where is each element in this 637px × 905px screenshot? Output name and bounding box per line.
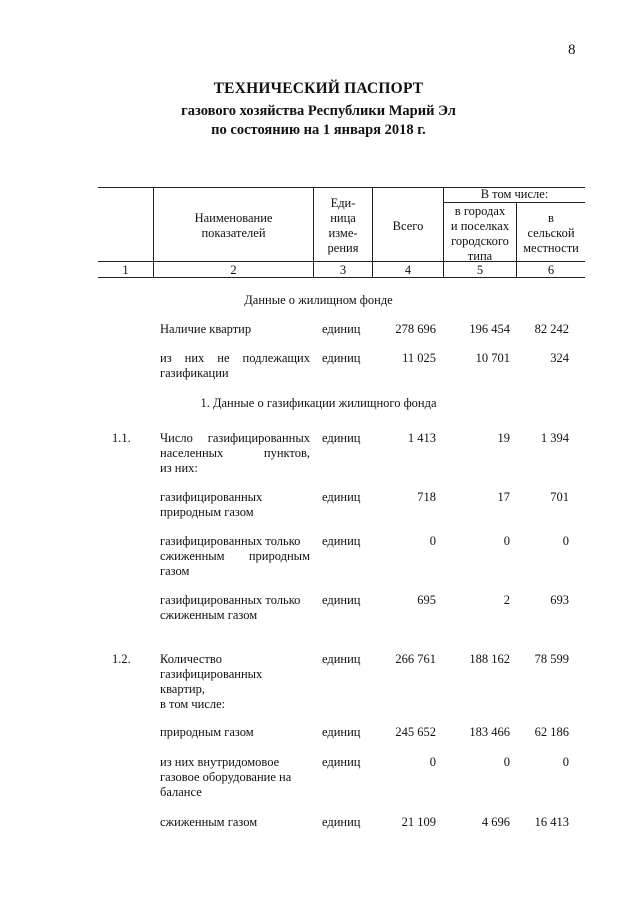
row-label-line: квартир, <box>160 682 205 696</box>
row-label-line: газифицированных <box>160 490 263 504</box>
col-number: 5 <box>476 263 484 277</box>
header-rural-line: в <box>548 211 554 225</box>
col-number: 2 <box>230 263 237 277</box>
row-city: 17 <box>497 490 510 504</box>
row-unit: единиц <box>322 652 361 666</box>
row-label-line: Количество <box>160 652 222 666</box>
row-number: 1.2. <box>112 652 131 666</box>
row-city: 4 696 <box>481 815 510 829</box>
row-rural: 82 242 <box>534 322 569 336</box>
col-number: 3 <box>339 263 347 277</box>
row-unit: единиц <box>322 490 361 504</box>
row-label-line: сжиженным газом <box>160 608 258 622</box>
page-number: 8 <box>568 42 576 58</box>
header-total: Всего <box>392 219 424 233</box>
row-label <box>160 593 310 623</box>
row-label-line: газовое оборудование на <box>160 770 292 784</box>
header-unit-line: рения <box>327 241 359 255</box>
row-city: 0 <box>503 755 510 769</box>
row-city: 0 <box>503 534 510 548</box>
header-city-line: и поселках <box>450 219 510 233</box>
row-rural: 324 <box>550 351 569 365</box>
row-unit: единиц <box>322 725 361 739</box>
row-rural: 0 <box>562 755 569 769</box>
row-unit: единиц <box>322 322 361 336</box>
document-date: по состоянию на 1 января 2018 г. <box>211 122 426 138</box>
group-rule <box>443 202 585 203</box>
row-unit: единиц <box>322 534 361 548</box>
col-number: 6 <box>547 263 555 277</box>
row-total: 278 696 <box>395 322 436 336</box>
row-rural: 693 <box>550 593 569 607</box>
header-name-line: Наименование <box>194 211 273 225</box>
row-city: 10 701 <box>475 351 510 365</box>
row-label-line: газифицированных только <box>160 534 301 548</box>
header-city <box>444 204 516 264</box>
row-label-line: населенных пунктов, <box>160 446 310 460</box>
row-total: 718 <box>417 490 436 504</box>
header-city-line: городского <box>451 234 509 248</box>
row-label <box>160 652 310 712</box>
row-city: 183 466 <box>469 725 510 739</box>
header-city-line: типа <box>467 249 493 263</box>
row-total: 695 <box>417 593 436 607</box>
row-label-line: сжиженным природным <box>160 549 310 563</box>
header-unit-line: ница <box>330 211 356 225</box>
row-city: 188 162 <box>469 652 510 666</box>
section-title: 1. Данные о газификации жилищного фонда <box>200 396 437 410</box>
row-total: 1 413 <box>407 431 436 445</box>
row-unit: единиц <box>322 755 361 769</box>
row-rural: 0 <box>562 534 569 548</box>
row-label-line: Наличие квартир <box>160 322 252 336</box>
header-group: В том числе: <box>480 187 549 201</box>
row-label <box>160 725 310 740</box>
row-label <box>160 431 310 476</box>
row-city: 19 <box>497 431 510 445</box>
row-total: 21 109 <box>401 815 436 829</box>
row-total: 245 652 <box>395 725 436 739</box>
section-title: Данные о жилищном фонде <box>244 293 393 307</box>
row-unit: единиц <box>322 431 361 445</box>
row-label <box>160 815 310 830</box>
row-label-line: газифицированных <box>160 667 263 681</box>
row-label <box>160 351 310 381</box>
row-city: 2 <box>503 593 510 607</box>
row-rural: 78 599 <box>534 652 569 666</box>
row-rural: 701 <box>550 490 569 504</box>
row-label-line: из них внутридомовое <box>160 755 280 769</box>
row-label-line: газификации <box>160 366 229 380</box>
row-total: 11 025 <box>402 351 436 365</box>
row-unit: единиц <box>322 815 361 829</box>
row-label-line: газом <box>160 564 190 578</box>
row-total: 0 <box>429 755 436 769</box>
header-name-line: показателей <box>201 226 266 240</box>
row-label-line: газифицированных только <box>160 593 301 607</box>
document-title: ТЕХНИЧЕСКИЙ ПАСПОРТ <box>213 80 424 97</box>
row-label <box>160 534 310 579</box>
header-city-line: в городах <box>454 204 506 218</box>
row-number: 1.1. <box>112 431 131 445</box>
row-label-line: балансе <box>160 785 202 799</box>
row-label-line: природным газом <box>160 505 254 519</box>
row-label-line: сжиженным газом <box>160 815 258 829</box>
header-unit <box>314 196 372 256</box>
row-label-line: в том числе: <box>160 697 226 711</box>
header-rural <box>517 211 585 256</box>
row-label-line: из них: <box>160 461 198 475</box>
header-rural-line: местности <box>523 241 579 255</box>
row-label <box>160 490 310 520</box>
row-unit: единиц <box>322 593 361 607</box>
row-label-line: Число газифицированных <box>160 431 310 445</box>
row-city: 196 454 <box>469 322 510 336</box>
row-label-line: природным газом <box>160 725 254 739</box>
header-rural-line: сельской <box>527 226 575 240</box>
row-rural: 62 186 <box>534 725 569 739</box>
col-number: 4 <box>404 263 412 277</box>
row-label <box>160 755 310 800</box>
header-unit-line: Еди- <box>330 196 356 210</box>
header-name <box>154 211 313 241</box>
row-unit: единиц <box>322 351 361 365</box>
row-label-line: из них не подлежащих <box>160 351 310 365</box>
row-rural: 16 413 <box>534 815 569 829</box>
col-number: 1 <box>122 263 129 277</box>
row-total: 266 761 <box>395 652 436 666</box>
row-rural: 1 394 <box>540 431 569 445</box>
document-subtitle: газового хозяйства Республики Марий Эл <box>181 103 456 119</box>
row-total: 0 <box>429 534 436 548</box>
header-unit-line: изме- <box>328 226 358 240</box>
row-label <box>160 322 310 337</box>
